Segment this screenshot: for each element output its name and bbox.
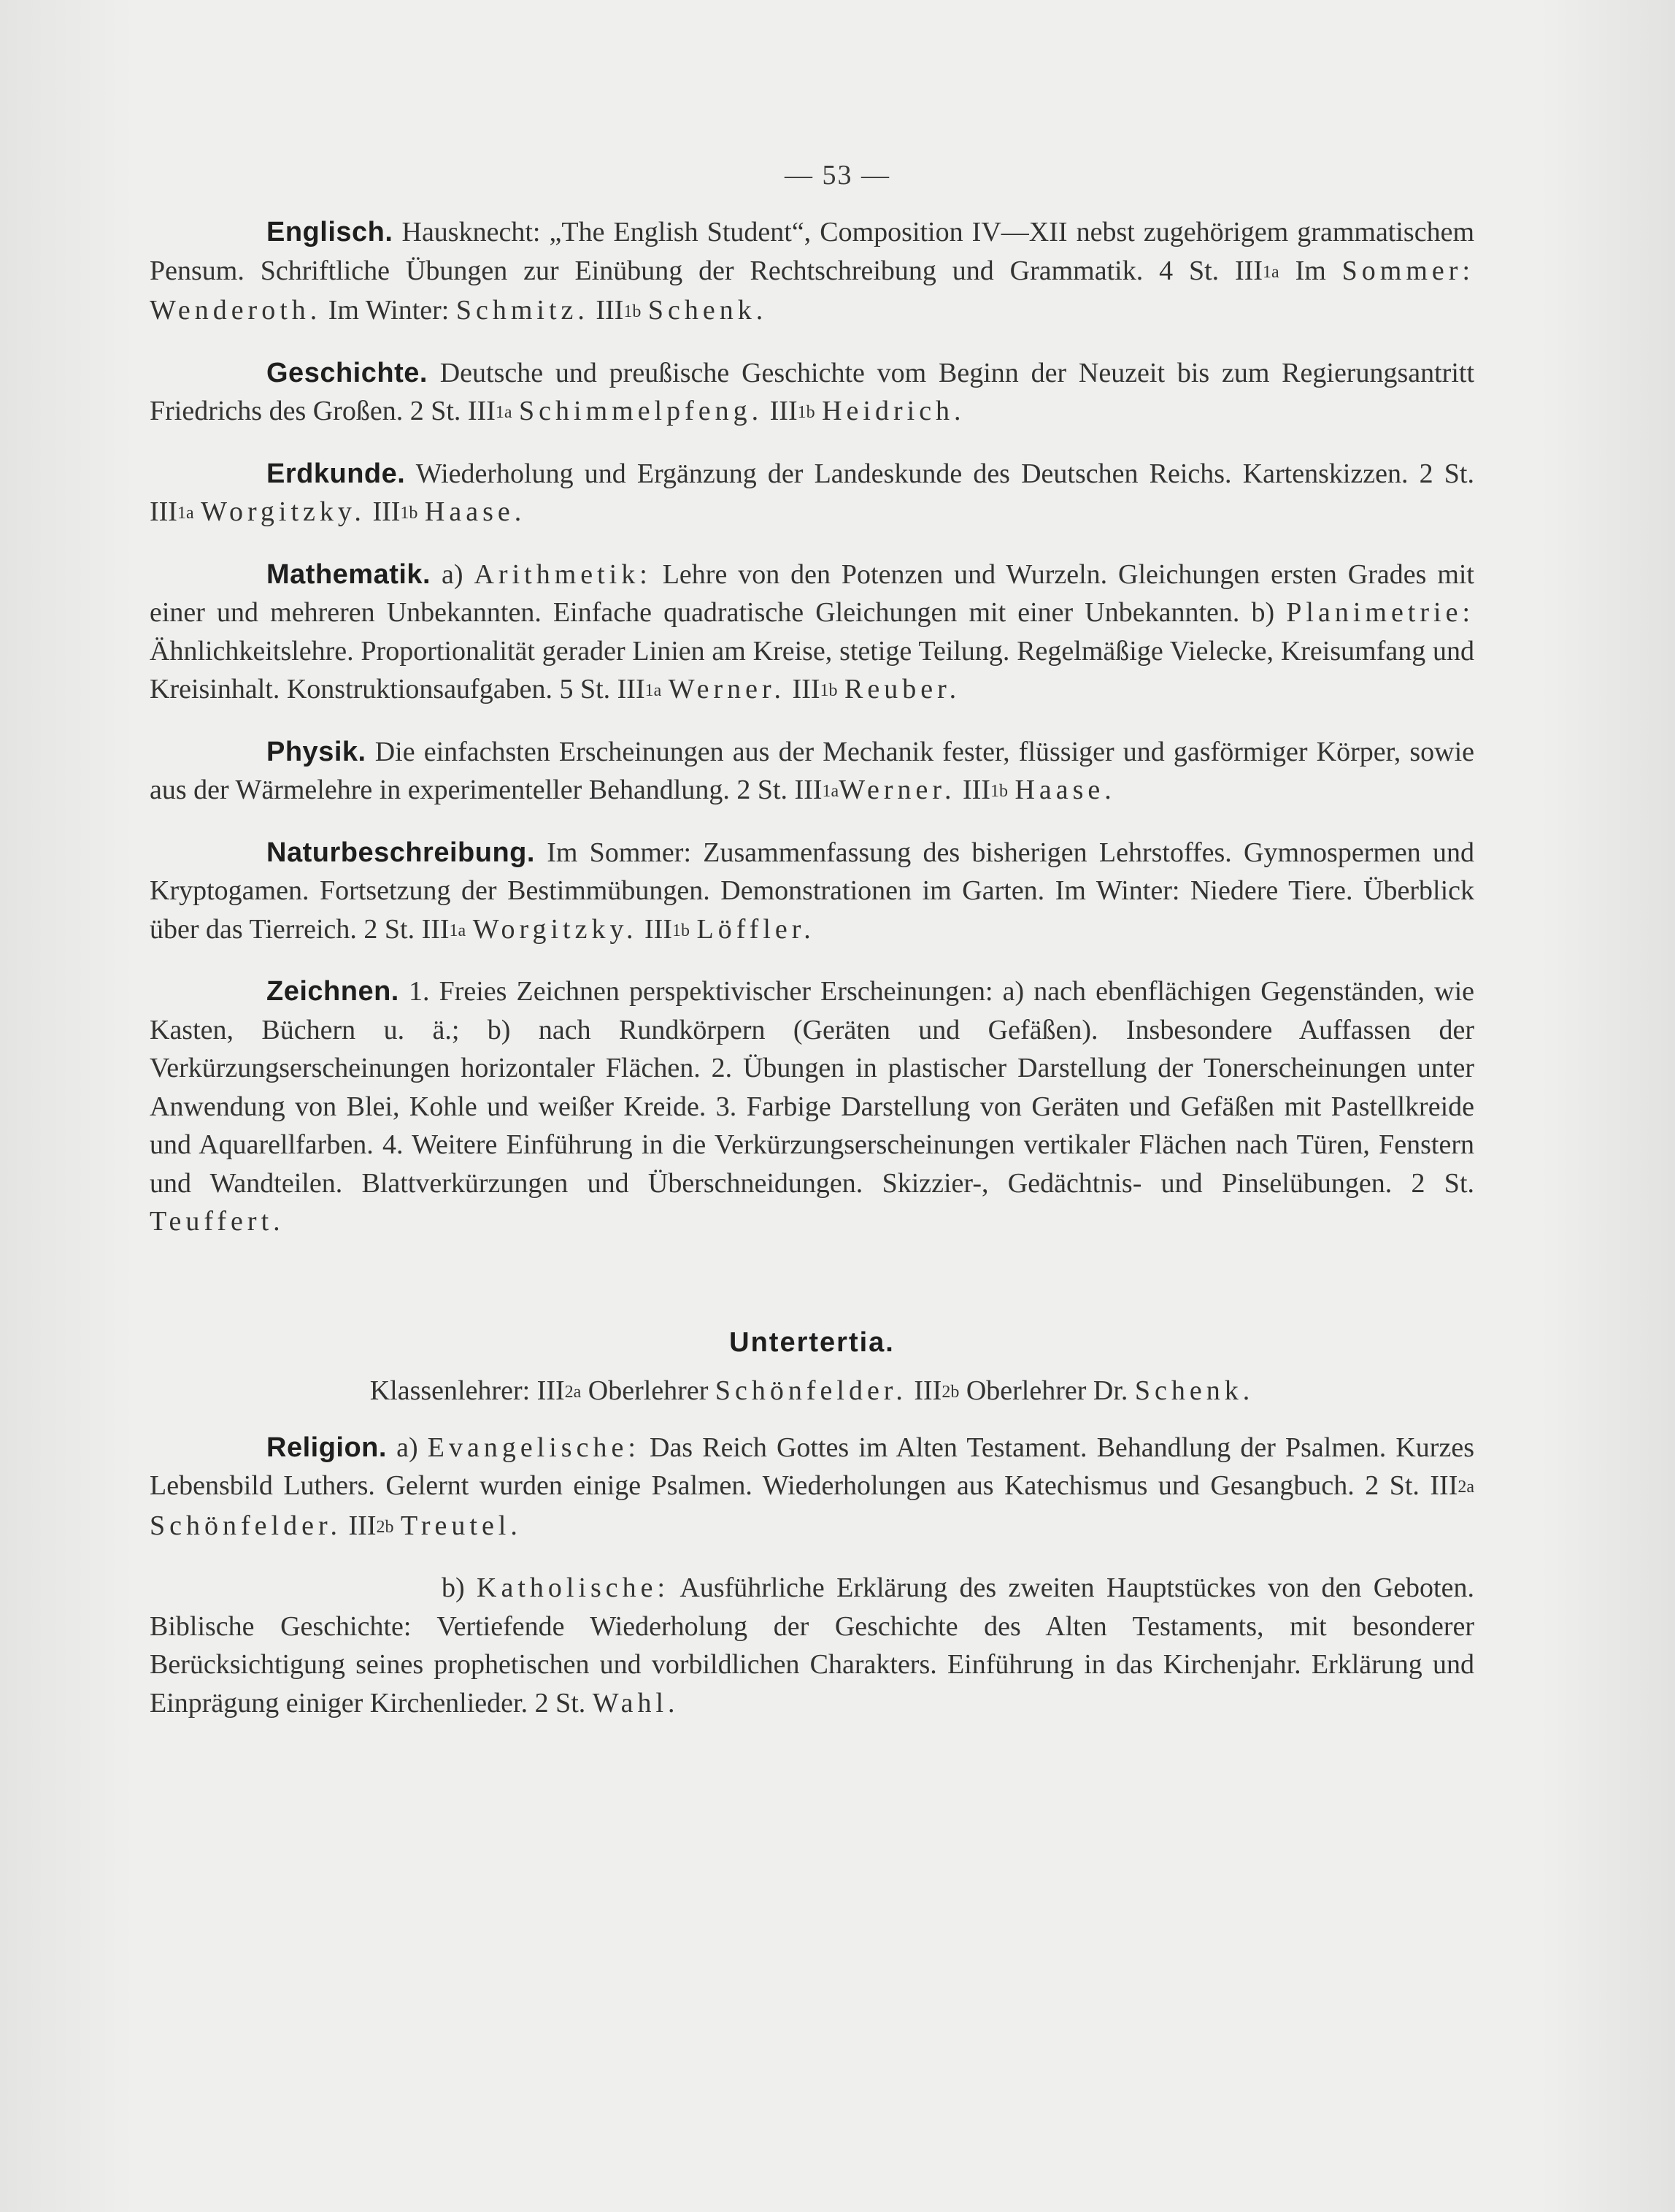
paragraph-naturbeschreibung: Naturbeschreibung. Im Sommer: Zusammenfassung des bisherigen Lehrstoffes. Gymnospermen und Kryptogamen. Fortsetzung der Bestimmübungen. Demonstrationen im Garten. Im Winter: Niedere Tiere. Überblick über das Tierreich. 2 St. III1a Worgitzky. III1b Löffler. — [150, 837, 1475, 945]
paragraph-physik: Physik. Die einfachsten Erscheinungen aus der Mechanik fester, flüssiger und gasförmiger Körper, sowie aus der Wärmelehre in experimenteller Behandlung. 2 St. III1aWerner. III1b Haase. — [150, 736, 1475, 805]
page-content — [150, 213, 1474, 1745]
paragraph-religion-katholisch: b) Katholische: Ausführliche Erklärung des zweiten Hauptstückes von den Geboten. Biblische Geschichte: Vertiefende Wiederholung der Geschichte des Alten Testaments, mit besonderer Berücksichtigung seines prophetischen und vorbildlichen Charakters. Einführung in das Kirchenjahr. Erklärung und Einprägung einiger Kirchenlieder. 2 St. Wahl. — [150, 1572, 1474, 1718]
heading-englisch: Englisch. — [266, 217, 393, 247]
heading-physik: Physik. — [266, 736, 366, 767]
paragraph-zeichnen: Zeichnen. 1. Freies Zeichnen perspektivischer Erscheinungen: a) nach ebenflächigen Gegenständen, wie Kasten, Büchern u. ä.; b) nach Rundkörpern (Geräten und Gefäßen). Insbesondere Auffassen der Verkürzungserscheinungen horizontaler Flächen. 2. Übungen in plastischer Darstellung der Tonerscheinungen unter Anwendung von Blei, Kohle und weißer Kreide. 3. Farbige Darstellung von Geräten und Gefäßen mit Pastellkreide und Aquarellfarben. 4. Weitere Einführung in die Verkürzungserscheinungen vertikaler Flächen nach Türen, Fenstern und Wandteilen. Blattverkürzungen und Überschneidungen. Skizzier-, Gedächtnis- und Pinselübungen. 2 St. Teuffert. — [150, 976, 1474, 1237]
paragraph-religion-evangelisch: Religion. a) Evangelische: Das Reich Gottes im Alten Testament. Behandlung der Psalmen. Kurzes Lebensbild Luthers. Gelernt wurden einige Psalmen. Wiederholungen aus Katechismus und Gesangbuch. 2 St. III2a Schönfelder. III2b Treutel. — [150, 1432, 1474, 1541]
heading-geschichte: Geschichte. — [266, 357, 428, 388]
heading-religion: Religion. — [266, 1432, 387, 1463]
heading-mathematik: Mathematik. — [266, 558, 431, 590]
page-number: — 53 — — [785, 160, 890, 191]
class-teachers-line: Klassenlehrer: III2a Oberlehrer Schönfelder. III2b Oberlehrer Dr. Schenk. — [369, 1375, 1255, 1406]
section-title-untertertia: Untertertia. — [729, 1326, 895, 1358]
paragraph-mathematik: Mathematik. a) Arithmetik: Lehre von den Potenzen und Wurzeln. Gleichungen ersten Grades mit einer und mehreren Unbekannten. Einfache quadratische Gleichungen mit einer Unbekannten. b) Planimetrie: Ähnlichkeitslehre. Proportionalität gerader Linien am Kreise, stetige Teilung. Regelmäßige Vielecke, Kreisumfang und Kreisinhalt. Konstruktionsaufgaben. 5 St. III1a Werner. III1b Reuber. — [150, 558, 1474, 704]
heading-erdkunde: Erdkunde. — [266, 458, 406, 489]
paragraph-erdkunde: Erdkunde. Wiederholung und Ergänzung der Landeskunde des Deutschen Reichs. Kartenskizzen. 2 St. III1a Worgitzky. III1b Haase. — [150, 458, 1474, 527]
heading-zeichnen: Zeichnen. — [266, 976, 399, 1007]
paragraph-englisch: Englisch. Hausknecht: „The English Student“, Composition IV—XII nebst zugehörigem grammatischem Pensum. Schriftliche Übungen zur Einübung der Rechtschreibung und Grammatik. 4 St. III1a Im Sommer: Wenderoth. Im Winter: Schmitz. III1b Schenk. — [150, 217, 1475, 326]
paragraph-geschichte: Geschichte. Deutsche und preußische Geschichte vom Beginn der Neuzeit bis zum Regierungsantritt Friedrichs des Großen. 2 St. III1a Schimmelpfeng. III1b Heidrich. — [150, 357, 1475, 426]
heading-naturbeschreibung: Naturbeschreibung. — [266, 837, 535, 868]
